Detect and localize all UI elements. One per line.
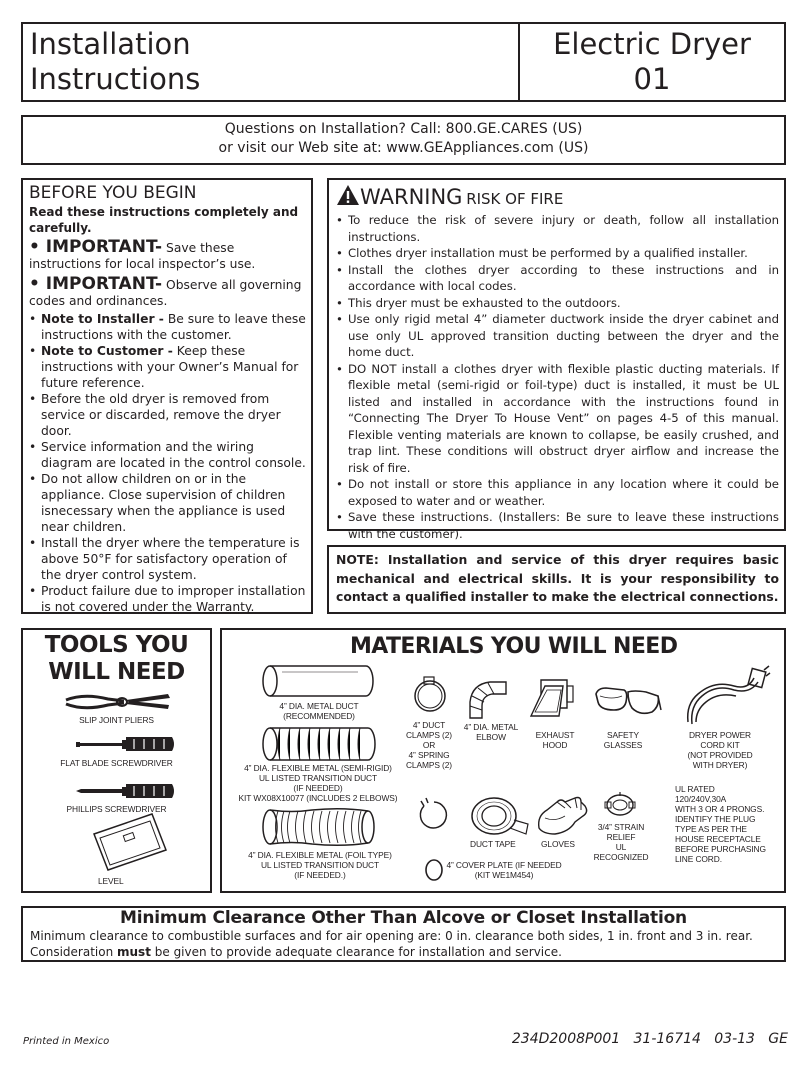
label-line: EXHAUST xyxy=(535,730,575,740)
semi-rigid-duct-label xyxy=(238,763,398,803)
warning-bullet: • This dryer must be exhausted to the outdoors. xyxy=(336,295,779,312)
note-installer-text: Be sure to leave these instructions with the customer. xyxy=(41,312,306,342)
important-2: • IMPORTANT- Observe all governing codes and ordinances. xyxy=(29,274,302,308)
foil-duct-icon xyxy=(262,808,376,846)
safety-glasses-icon xyxy=(594,686,662,720)
label-line: (IF NEEDED.) xyxy=(294,870,346,880)
label-line: ELBOW xyxy=(476,732,506,742)
before-bullet: • Before the old dryer is removed from service or discarded, remove the dryer door. xyxy=(29,391,306,439)
doc-title-line1: Installation xyxy=(30,27,191,61)
cover-plate-label xyxy=(440,860,568,880)
note-installer xyxy=(29,311,306,343)
clearance-line2 xyxy=(30,944,782,960)
clearance-heading: Minimum Clearance Other Than Alcove or Closet Installation xyxy=(120,908,687,928)
before-bullet: • Product failure due to improper installation is not covered under the Warranty. xyxy=(29,583,306,615)
note-customer xyxy=(29,343,306,391)
spring-clamp-icon xyxy=(418,798,450,832)
glasses-label xyxy=(592,730,654,750)
important-1-text: Save these instructions for local inspector’s use. xyxy=(29,241,256,271)
label-line: LINE CORD. xyxy=(675,854,722,864)
label-line: 4” DIA. FLEXIBLE METAL (SEMI-RIGID) xyxy=(244,763,392,773)
tool-label: SLIP JOINT PLIERS xyxy=(79,715,154,725)
label-line: (IF NEEDED) xyxy=(293,783,343,793)
label-line: SAFETY xyxy=(607,730,639,740)
duct-clamp-icon xyxy=(412,676,448,714)
before-bullet: • Service information and the wiring diagram are located in the control console. xyxy=(29,439,306,471)
note-customer-label: Note to Customer - xyxy=(41,344,173,358)
doc-title-line2: Instructions xyxy=(30,62,201,96)
label-line: CLAMPS (2) xyxy=(405,760,452,770)
document-code: 234D2008P001 31-16714 03-13 GE xyxy=(511,1031,788,1047)
duct-tape-icon xyxy=(470,794,530,838)
cord-label xyxy=(676,730,764,770)
label-line: UL RECOGNIZED xyxy=(593,842,649,862)
label-line: (RECOMMENDED) xyxy=(283,711,355,721)
label-line: GLASSES xyxy=(603,740,643,750)
exhaust-hood-icon xyxy=(527,676,575,722)
warning-bullet: • DO NOT install a clothes dryer with flexible plastic ducting materials. If flexible metal (semi-rigid or foil-type) duct is installed, it must be UL listed and installed in accordance with the instructions found in “Connecting The Dryer To House Vent” on pages 4-5 of this manual. Flexible venting materials are known to collapse, be easily crushed, and trap lint. These conditions will obstruct dryer airflow and increase the risk of fire. xyxy=(336,361,779,477)
before-intro: Read these instructions completely and carefully. xyxy=(29,205,299,235)
warning-title xyxy=(336,184,779,212)
pliers-icon xyxy=(64,691,172,713)
elbow-label xyxy=(460,722,522,742)
important-1-label: IMPORTANT- xyxy=(45,237,163,257)
contact-line2: or visit our Web site at: www.GEAppliances.com (US) xyxy=(218,140,589,156)
clearance-line2-bold: must xyxy=(117,945,151,959)
strain-relief-label xyxy=(588,822,654,862)
before-you-begin-section xyxy=(29,183,306,615)
tool-label: LEVEL xyxy=(98,876,124,886)
before-bullet: • Do not allow children on or in the appliance. Close supervision of children isnecessary when the appliance is used near children. xyxy=(29,471,306,535)
label-line: (KIT WE1M454) xyxy=(474,870,534,880)
strain-relief-icon xyxy=(603,790,637,820)
label-line: UL RATED xyxy=(675,784,715,794)
before-bullet-list xyxy=(29,311,306,615)
note-text: NOTE: Installation and service of this dryer requires basic mechanical and electrical skills. It is your responsibility to contact a qualified installer to make the electrical connections. xyxy=(336,552,779,604)
label-line: 4” DUCT xyxy=(412,720,446,730)
metal-elbow-icon xyxy=(468,680,510,720)
printed-in: Printed in Mexico xyxy=(23,1036,110,1047)
label-line: HOUSE RECEPTACLE xyxy=(675,834,761,844)
label-line: WITH 3 OR 4 PRONGS. xyxy=(675,804,765,814)
label-line: CORD KIT xyxy=(700,740,740,750)
tools-heading-line1: TOOLS YOU xyxy=(44,632,189,658)
important-1: • IMPORTANT- Save these instructions for local inspector’s use. xyxy=(29,237,256,271)
phillips-screwdriver-icon xyxy=(76,782,176,800)
label-line: HOOD xyxy=(542,740,568,750)
clearance-line1: Minimum clearance to combustible surfaces and for air opening are: 0 in. clearance both sides, 1 in. front and 3 in. rear. xyxy=(30,929,753,943)
gloves-label: GLOVES xyxy=(541,839,575,849)
label-line: KIT WX08X10077 (INCLUDES 2 ELBOWS) xyxy=(238,793,398,803)
tool-label: FLAT BLADE SCREWDRIVER xyxy=(60,758,173,768)
ul-rating-text xyxy=(675,784,766,864)
label-line: CLAMPS (2) xyxy=(405,730,452,740)
tools-heading-line2: WILL NEED xyxy=(48,659,185,685)
contact-line1: Questions on Installation? Call: 800.GE.CARES (US) xyxy=(224,121,583,137)
product-title-line1: Electric Dryer xyxy=(553,27,751,61)
label-line: 4” SPRING xyxy=(408,750,450,760)
warning-section xyxy=(336,184,779,542)
warning-bullet-list xyxy=(336,212,779,542)
level-icon xyxy=(90,812,170,872)
label-line: WITH DRYER) xyxy=(692,760,748,770)
flat-screwdriver-icon xyxy=(76,735,176,753)
label-line: 4” DIA. METAL xyxy=(463,722,519,732)
product-title-line2: 01 xyxy=(633,62,671,96)
rigid-duct-label xyxy=(254,701,384,721)
warning-bullet: • Use only rigid metal 4” diameter ductwork inside the dryer cabinet and use only UL approved transition ducting between the dryer and the home duct. xyxy=(336,311,779,361)
label-line: UL LISTED TRANSITION DUCT xyxy=(260,860,380,870)
label-line: 3/4” STRAIN xyxy=(597,822,645,832)
label-line: 4” DIA. METAL DUCT xyxy=(279,701,359,711)
label-line: 4” DIA. FLEXIBLE METAL (FOIL TYPE) xyxy=(248,850,392,860)
warning-bullet: • To reduce the risk of severe injury or death, follow all installation instructions. xyxy=(336,212,779,245)
before-heading: BEFORE YOU BEGIN xyxy=(29,183,197,203)
power-cord-icon xyxy=(684,664,770,726)
important-2-text: Observe all governing codes and ordinances. xyxy=(29,278,302,308)
label-line: OR xyxy=(422,740,436,750)
label-line: 120/240V,30A xyxy=(675,794,727,804)
warning-bullet: • Save these instructions. (Installers: Be sure to leave these instructions with the customer). xyxy=(336,509,779,542)
clearance-line2-post: be given to provide adequate clearance for installation and service. xyxy=(150,945,562,959)
label-line: 4” COVER PLATE (IF NEEDED xyxy=(446,860,562,870)
label-line: UL LISTED TRANSITION DUCT xyxy=(258,773,378,783)
tool-label: PHILLIPS SCREWDRIVER xyxy=(66,804,167,814)
warning-bullet: • Install the clothes dryer according to these instructions and in accordance with local codes. xyxy=(336,262,779,295)
rigid-duct-icon xyxy=(262,664,374,698)
materials-heading: MATERIALS YOU WILL NEED xyxy=(350,634,678,659)
clearance-line2-pre: Consideration xyxy=(30,945,117,959)
note-installer-label: Note to Installer - xyxy=(41,312,164,326)
label-line: DRYER POWER xyxy=(688,730,752,740)
label-line: BEFORE PURCHASING xyxy=(675,844,766,854)
warning-heading: WARNING xyxy=(360,185,463,209)
foil-duct-label xyxy=(240,850,400,880)
label-line: (NOT PROVIDED xyxy=(687,750,753,760)
label-line: IDENTIFY THE PLUG xyxy=(675,814,756,824)
gloves-icon xyxy=(535,794,589,836)
semi-rigid-duct-icon xyxy=(262,726,376,762)
tape-label: DUCT TAPE xyxy=(470,839,516,849)
warning-bullet: • Clothes dryer installation must be performed by a qualified installer. xyxy=(336,245,779,262)
hood-label xyxy=(524,730,586,750)
note-customer-text: Keep these instructions with your Owner’s Manual for future reference. xyxy=(41,344,299,390)
warning-triangle-icon xyxy=(336,184,360,206)
clamps-label xyxy=(396,720,462,770)
warning-subheading: RISK OF FIRE xyxy=(466,190,564,208)
before-bullet: • Install the dryer where the temperature is above 50°F for satisfactory operation of the dryer control system. xyxy=(29,535,306,583)
important-2-label: IMPORTANT- xyxy=(45,274,163,294)
clearance-text xyxy=(30,928,782,960)
warning-bullet: • Do not install or store this appliance in any location where it could be exposed to water and or weather. xyxy=(336,476,779,509)
label-line: RELIEF xyxy=(606,832,636,842)
label-line: TYPE AS PER THE xyxy=(675,824,747,834)
